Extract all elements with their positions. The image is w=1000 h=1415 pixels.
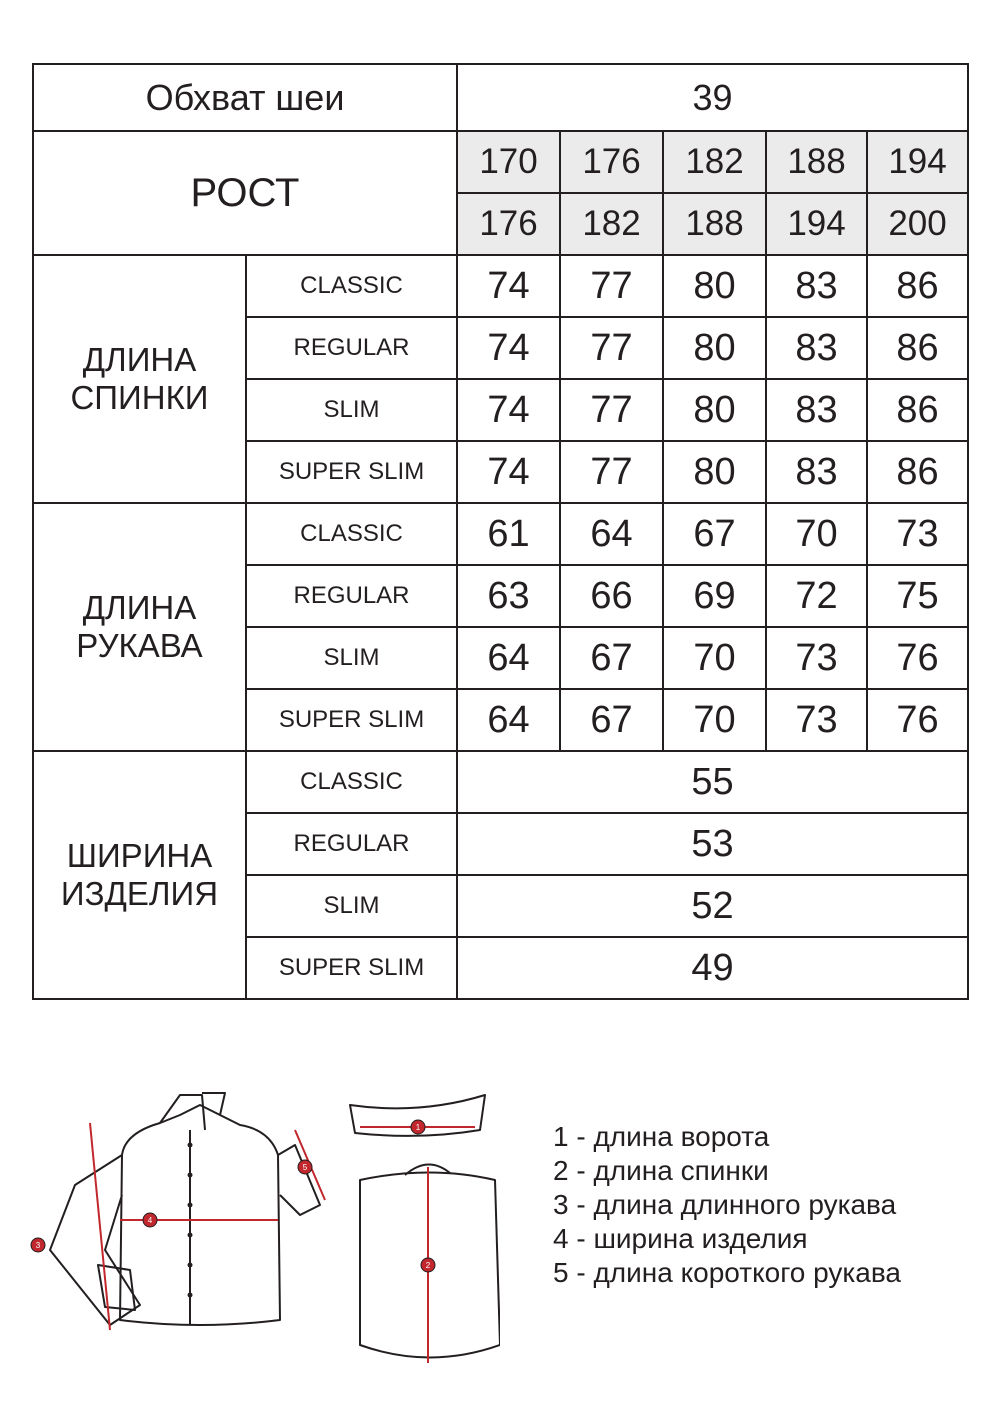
marker-2-label: 2 — [425, 1261, 431, 1270]
width-value-cell: 52 — [457, 875, 968, 937]
value-cell: 77 — [560, 441, 663, 503]
height-from-cell: 188 — [766, 131, 867, 193]
legend-item: 4 - ширина изделия — [553, 1223, 808, 1254]
value-cell: 74 — [457, 379, 560, 441]
style-label: CLASSIC — [246, 503, 457, 565]
height-to-cell: 188 — [663, 193, 766, 255]
legend-item: 1 - длина ворота — [553, 1121, 770, 1152]
group-label-line: ДЛИНА — [82, 589, 197, 626]
style-label: SUPER SLIM — [246, 689, 457, 751]
group-label-line: ДЛИНА — [82, 341, 197, 378]
value-cell: 64 — [560, 503, 663, 565]
value-cell: 73 — [766, 689, 867, 751]
width-value-cell: 53 — [457, 813, 968, 875]
style-label: SLIM — [246, 875, 457, 937]
value-cell: 75 — [867, 565, 968, 627]
value-cell: 70 — [663, 689, 766, 751]
group-label-line: ИЗДЕЛИЯ — [60, 875, 219, 912]
value-cell: 80 — [663, 441, 766, 503]
group-label-line: СПИНКИ — [70, 379, 209, 416]
group-label-line: РУКАВА — [76, 627, 203, 664]
style-label: REGULAR — [246, 565, 457, 627]
value-cell: 69 — [663, 565, 766, 627]
style-label: SLIM — [246, 379, 457, 441]
value-cell: 80 — [663, 255, 766, 317]
value-cell: 80 — [663, 317, 766, 379]
width-value-cell: 55 — [457, 751, 968, 813]
height-from-cell: 170 — [457, 131, 560, 193]
short-sleeve-outline — [278, 1145, 320, 1215]
value-cell: 83 — [766, 255, 867, 317]
value-cell: 64 — [457, 689, 560, 751]
value-cell: 67 — [560, 689, 663, 751]
value-cell: 80 — [663, 379, 766, 441]
value-cell: 72 — [766, 565, 867, 627]
value-cell: 86 — [867, 317, 968, 379]
width-value-cell: 49 — [457, 937, 968, 999]
value-cell: 73 — [766, 627, 867, 689]
height-from-cell: 182 — [663, 131, 766, 193]
value-cell: 74 — [457, 317, 560, 379]
value-cell: 86 — [867, 441, 968, 503]
value-cell: 86 — [867, 255, 968, 317]
style-label: CLASSIC — [246, 255, 457, 317]
value-cell: 83 — [766, 379, 867, 441]
style-label: CLASSIC — [246, 751, 457, 813]
value-cell: 61 — [457, 503, 560, 565]
value-cell: 77 — [560, 379, 663, 441]
value-cell: 86 — [867, 379, 968, 441]
value-cell: 73 — [867, 503, 968, 565]
marker-5-label: 5 — [302, 1163, 308, 1172]
height-from-cell: 194 — [867, 131, 968, 193]
height-to-cell: 200 — [867, 193, 968, 255]
shirt-front-outline — [120, 1105, 280, 1325]
marker-3-label: 3 — [35, 1241, 41, 1250]
height-label: РОСТ — [33, 131, 457, 255]
value-cell: 77 — [560, 255, 663, 317]
group-label-line: ШИРИНА — [66, 837, 213, 874]
style-label: REGULAR — [246, 813, 457, 875]
value-cell: 83 — [766, 441, 867, 503]
value-cell: 77 — [560, 317, 663, 379]
shirt-measurement-diagram — [30, 1075, 500, 1385]
value-cell: 70 — [766, 503, 867, 565]
product-width-group-label — [33, 751, 246, 999]
height-from-cell: 176 — [560, 131, 663, 193]
value-cell: 67 — [663, 503, 766, 565]
value-cell: 83 — [766, 317, 867, 379]
neck-girth-value: 39 — [457, 64, 968, 131]
style-label: SUPER SLIM — [246, 441, 457, 503]
style-label: SLIM — [246, 627, 457, 689]
value-cell: 66 — [560, 565, 663, 627]
legend-item: 2 - длина спинки — [553, 1155, 769, 1186]
back-length-group-label — [33, 255, 246, 503]
value-cell: 76 — [867, 627, 968, 689]
height-to-cell: 176 — [457, 193, 560, 255]
height-to-cell: 194 — [766, 193, 867, 255]
value-cell: 74 — [457, 441, 560, 503]
style-label: SUPER SLIM — [246, 937, 457, 999]
sleeve-length-group-label — [33, 503, 246, 751]
shirt-collar-outline — [160, 1093, 225, 1130]
value-cell: 70 — [663, 627, 766, 689]
value-cell: 63 — [457, 565, 560, 627]
marker-1-label: 1 — [415, 1123, 421, 1132]
legend-item: 3 - длина длинного рукава — [553, 1189, 897, 1220]
neck-girth-label: Обхват шеи — [33, 64, 457, 131]
style-label: REGULAR — [246, 317, 457, 379]
value-cell: 76 — [867, 689, 968, 751]
value-cell: 74 — [457, 255, 560, 317]
size-chart-table — [32, 63, 969, 1000]
value-cell: 64 — [457, 627, 560, 689]
measurement-legend — [553, 1120, 901, 1290]
legend-item: 5 - длина короткого рукава — [553, 1257, 901, 1288]
value-cell: 67 — [560, 627, 663, 689]
height-to-cell: 182 — [560, 193, 663, 255]
measure-line-long-sleeve — [90, 1123, 110, 1330]
marker-4-label: 4 — [147, 1216, 153, 1225]
